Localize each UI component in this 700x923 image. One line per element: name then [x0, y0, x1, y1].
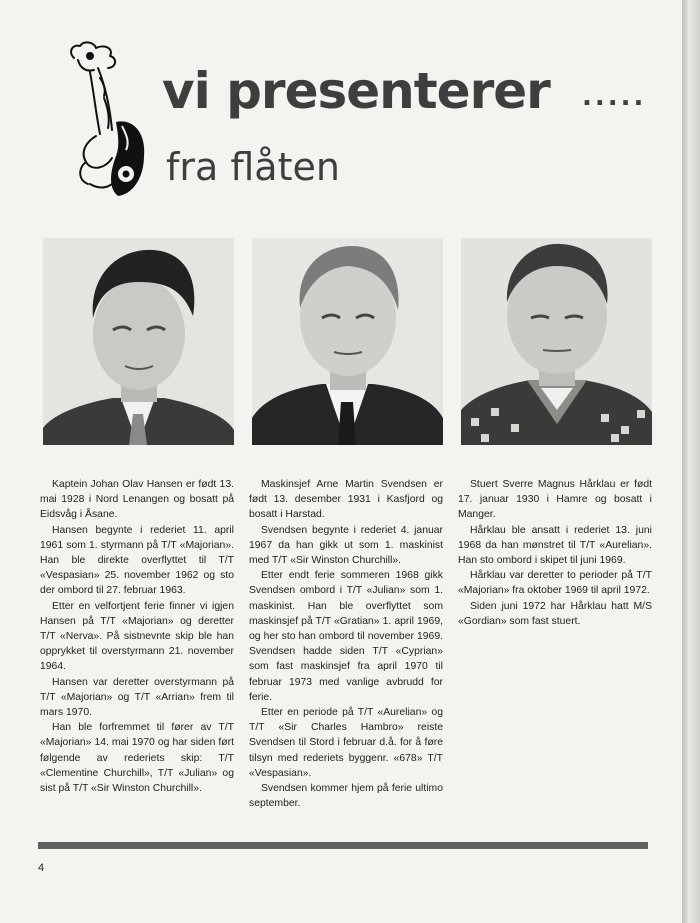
paragraph: Hansen var deretter overstyrmann på T/T «Majorian» og T/T «Arrian» frem til mars 1970. — [40, 676, 234, 719]
paragraph: Han ble forfremmet til fører av T/T «Majorian» 14. mai 1970 og har siden ført følgende av rederiets skip: T/T «Clementine Churchill», T/T «Julian» og sist på T/T «Sir Winston Churchill». — [40, 722, 234, 795]
paragraph: Svendsen kommer hjem på ferie ultimo september. — [249, 783, 443, 810]
page-edge — [682, 0, 700, 923]
portrait-photo-svendsen — [252, 238, 443, 445]
portrait-photo-hansen — [43, 238, 234, 445]
paragraph: Maskinsjef Arne Martin Svendsen er født 13. desember 1931 i Kasfjord og bosatt i Harstad. — [249, 479, 443, 521]
paragraph: Hårklau ble ansatt i rederiet 13. juni 1968 da han mønstret til T/T «Aurelian». Han sto ombord i skipet til juni 1969. — [458, 524, 652, 567]
paragraph: Kaptein Johan Olav Hansen er født 13. mai 1928 i Nord Lenangen og bosatt på Eidsvåg i Åsane. — [40, 479, 234, 521]
paragraph: Siden juni 1972 har Hårklau hatt M/S «Gordian» som fast stuert. — [458, 600, 652, 627]
paragraph: Svendsen begynte i rederiet 4. januar 1967 da han gikk ut som 1. maskinist med T/T «Sir Winston Churchill». — [249, 524, 443, 567]
paragraph: Hårklau var deretter to perioder på T/T «Majorian» fra oktober 1969 til april 1972. — [458, 570, 652, 597]
viking-mascot-illustration — [60, 38, 152, 204]
paragraph: Stuert Sverre Magnus Hårklau er født 17. januar 1930 i Hamre og bosatt i Manger. — [458, 479, 652, 521]
page-number: 4 — [38, 862, 45, 874]
portrait-photo-harklau — [461, 238, 652, 445]
article-column-harklau — [458, 477, 652, 629]
article-column-svendsen — [249, 477, 443, 811]
footer-rule — [38, 842, 648, 849]
article-column-hansen — [40, 477, 234, 796]
title-dots: ..... — [582, 82, 647, 112]
paragraph: Hansen begynte i rederiet 11. april 1961 som 1. styrmann på T/T «Majorian». Han ble direkte overflyttet til T/T «Vespasian» 25. november 1962 og sto der ombord til 27. februar 1963. — [40, 524, 234, 597]
page-title: vi presenterer — [162, 62, 550, 120]
paragraph: Etter en velfortjent ferie finner vi igjen Hansen på T/T «Majorian» og deretter T/T «Nerva». På sistnevnte skip ble han opprykket til overstyrmann 21. november 1964. — [40, 600, 234, 673]
paragraph: Etter endt ferie sommeren 1968 gikk Svendsen ombord i T/T «Julian» som 1. maskinist. Han ble overflyttet som maskinsjef på T/T «Gratian» 1. april 1969, og her sto han ombord til november 1969. Svendsen hadde siden T/T «Cyprian» som fast maskinsjef fra april 1970 til februar 1973 med vanlige avbrudd for ferie. — [249, 570, 443, 703]
page-subtitle: fra flåten — [166, 145, 340, 189]
paragraph: Etter en periode på T/T «Aurelian» og T/T «Sir Charles Hambro» reiste Svendsen til Stord i februar d.å. for å føre tilsyn med rederiets byggenr. «678» T/T «Vespasian». — [249, 707, 443, 779]
